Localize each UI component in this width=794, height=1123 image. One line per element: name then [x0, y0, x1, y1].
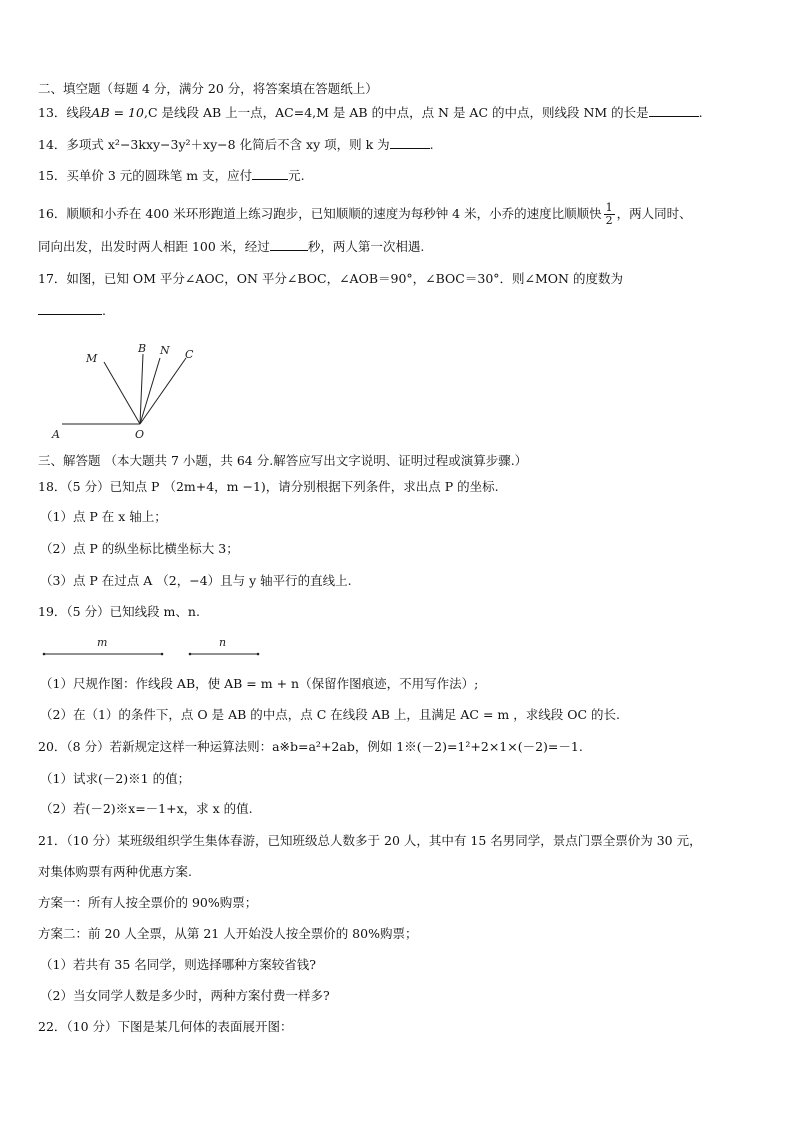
question-16-line2: [38, 238, 768, 256]
q20-sub2-text: （2）若(－2)※x=－1+x，求 x 的值.: [40, 801, 253, 816]
q22-text: （10 分）下图是某几何体的表面展开图：: [66, 1019, 293, 1034]
q14-end: .: [429, 137, 434, 152]
q20-number: 20．: [38, 739, 67, 754]
question-15: [38, 167, 768, 185]
q16-fraction-denominator: 2: [605, 214, 613, 227]
section2-heading: [38, 80, 768, 98]
question-21-line2: [38, 863, 768, 881]
ray-om: [104, 362, 140, 424]
segment-n-label: n: [219, 636, 227, 649]
q21-plan1: [38, 894, 768, 912]
q20-sub2: [40, 800, 770, 818]
q16-line2a: 同向出发，出发时两人相距 100 米，经过: [38, 239, 270, 254]
q20-sub1-text: （1）试求(－2)※1 的值；: [40, 771, 191, 786]
q13-part2: ,C 是线段 AB 上一点，AC=4,M 是 AB 的中点，点 N 是 AC 的中点，则线段 NM 的长是: [143, 105, 649, 120]
q13-part1: 线段: [66, 105, 92, 120]
q18-sub3: [40, 572, 770, 590]
section2-heading-text: 二、填空题（每题 4 分，满分 20 分，将答案填在答题纸上）: [38, 81, 378, 96]
section3-heading: [38, 452, 768, 470]
q17-angle-figure: [48, 340, 218, 445]
segment-n-endpoint-left: [189, 653, 192, 656]
question-16: [38, 202, 768, 227]
segment-m-label: m: [97, 636, 108, 649]
q21-text2: 对集体购票有两种优惠方案.: [38, 864, 192, 879]
q21-plan2-text: 方案二：前 20 人全票，从第 21 人开始没人按全票价的 80%购票；: [38, 926, 418, 941]
q16-part1: 顺顺和小乔在 400 米环形跑道上练习跑步，已知顺顺的速度为每秒钟 4 米，小乔的速度比顺顺快: [66, 206, 602, 221]
question-13: [38, 104, 768, 122]
q21-plan1-text: 方案一：所有人按全票价的 90%购票；: [38, 895, 258, 910]
question-17-line2: [38, 302, 768, 320]
q19-text: （5 分）已知线段 m、n.: [66, 604, 200, 619]
q16-line2b: 秒，两人第一次相遇.: [307, 239, 425, 254]
q21-plan2: [38, 925, 768, 943]
q17-text: 如图，已知 OM 平分∠AOC，ON 平分∠BOC，∠AOB＝90°，∠BOC＝30°．则∠MON 的度数为: [66, 271, 623, 286]
q21-number: 21．: [38, 833, 67, 848]
question-14: [38, 136, 768, 154]
q16-answer-blank: [270, 238, 308, 251]
q16-number: 16．: [38, 206, 67, 221]
q18-sub1: [40, 508, 770, 526]
q18-text: （5 分）已知点 P （2m+4，m −1)，请分别根据下列条件，求出点 P 的坐标.: [66, 479, 499, 494]
label-o: O: [135, 428, 145, 441]
question-21: [38, 832, 768, 850]
question-18: [38, 478, 768, 496]
segment-m-endpoint-left: [43, 653, 46, 656]
q15-end: 元.: [288, 168, 305, 183]
ray-on: [140, 358, 160, 424]
ray-ob: [140, 354, 143, 424]
q19-segments-figure: [40, 632, 280, 662]
q17-number: 17．: [38, 271, 67, 286]
q15-answer-blank: [252, 167, 288, 180]
q20-text: （8 分）若新规定这样一种运算法则：a※b=a²+2ab，例如 1※(－2)=1²+2×1×(－2)=－1.: [66, 739, 583, 754]
q14-answer-blank: [390, 136, 430, 149]
q19-sub1: [40, 675, 770, 693]
q18-sub1-text: （1）点 P 在 x 轴上；: [40, 509, 167, 524]
q13-number: 13．: [38, 105, 67, 120]
q22-number: 22．: [38, 1019, 67, 1034]
q16-fraction-numerator: 1: [605, 201, 613, 214]
q21-sub2: [40, 987, 770, 1005]
q13-answer-blank: [649, 104, 699, 117]
q18-sub2: [40, 540, 770, 558]
section3-heading-text: 三、解答题 （本大题共 7 小题，共 64 分.解答应写出文字说明、证明过程或演算步骤.）: [38, 453, 528, 468]
q18-sub2-text: （2）点 P 的纵坐标比横坐标大 3；: [40, 541, 239, 556]
label-m: M: [86, 352, 98, 365]
label-c: C: [185, 348, 194, 361]
label-b: B: [138, 342, 147, 355]
q21-sub2-text: （2）当女同学人数是多少时，两种方案付费一样多?: [40, 988, 330, 1003]
question-17: [38, 270, 768, 288]
question-20: [38, 738, 768, 756]
q20-sub1: [40, 770, 770, 788]
ray-oc: [140, 358, 186, 424]
q19-number: 19．: [38, 604, 67, 619]
question-22: [38, 1018, 768, 1036]
segment-n-endpoint-right: [257, 653, 260, 656]
q19-sub2-text: （2）在（1）的条件下，点 O 是 AB 的中点，点 C 在线段 AB 上，且满足 AC = m ，求线段 OC 的长.: [40, 707, 620, 722]
q18-sub3-text: （3）点 P 在过点 A （2，−4）且与 y 轴平行的直线上.: [40, 573, 352, 588]
q21-text: （10 分）某班级组织学生集体春游，已知班级总人数多于 20 人，其中有 15 名男同学，景点门票全票价为 30 元，: [66, 833, 702, 848]
q13-end: .: [698, 105, 703, 120]
q21-sub1: [40, 956, 770, 974]
q18-number: 18．: [38, 479, 67, 494]
label-n: N: [160, 344, 170, 357]
q13-math: AB = 10: [91, 105, 144, 120]
question-19: [38, 603, 768, 621]
q19-sub2: [40, 706, 770, 724]
label-a: A: [52, 428, 60, 441]
q17-end: .: [102, 303, 106, 318]
segment-m-endpoint-right: [161, 653, 164, 656]
q14-number: 14．: [38, 137, 67, 152]
q17-answer-blank: [38, 302, 102, 315]
q16-fraction: [604, 202, 615, 227]
q16-part2: ，两人同时、: [616, 206, 692, 221]
q15-text: 买单价 3 元的圆珠笔 m 支，应付: [66, 168, 253, 183]
q14-text: 多项式 x²−3kxy−3y²＋xy−8 化简后不含 xy 项，则 k 为: [66, 137, 390, 152]
q15-number: 15．: [38, 168, 67, 183]
q19-sub1-text: （1）尺规作图：作线段 AB，使 AB = m + n（保留作图痕迹，不用写作法）;: [40, 676, 479, 691]
q21-sub1-text: （1）若共有 35 名同学，则选择哪种方案较省钱?: [40, 957, 317, 972]
